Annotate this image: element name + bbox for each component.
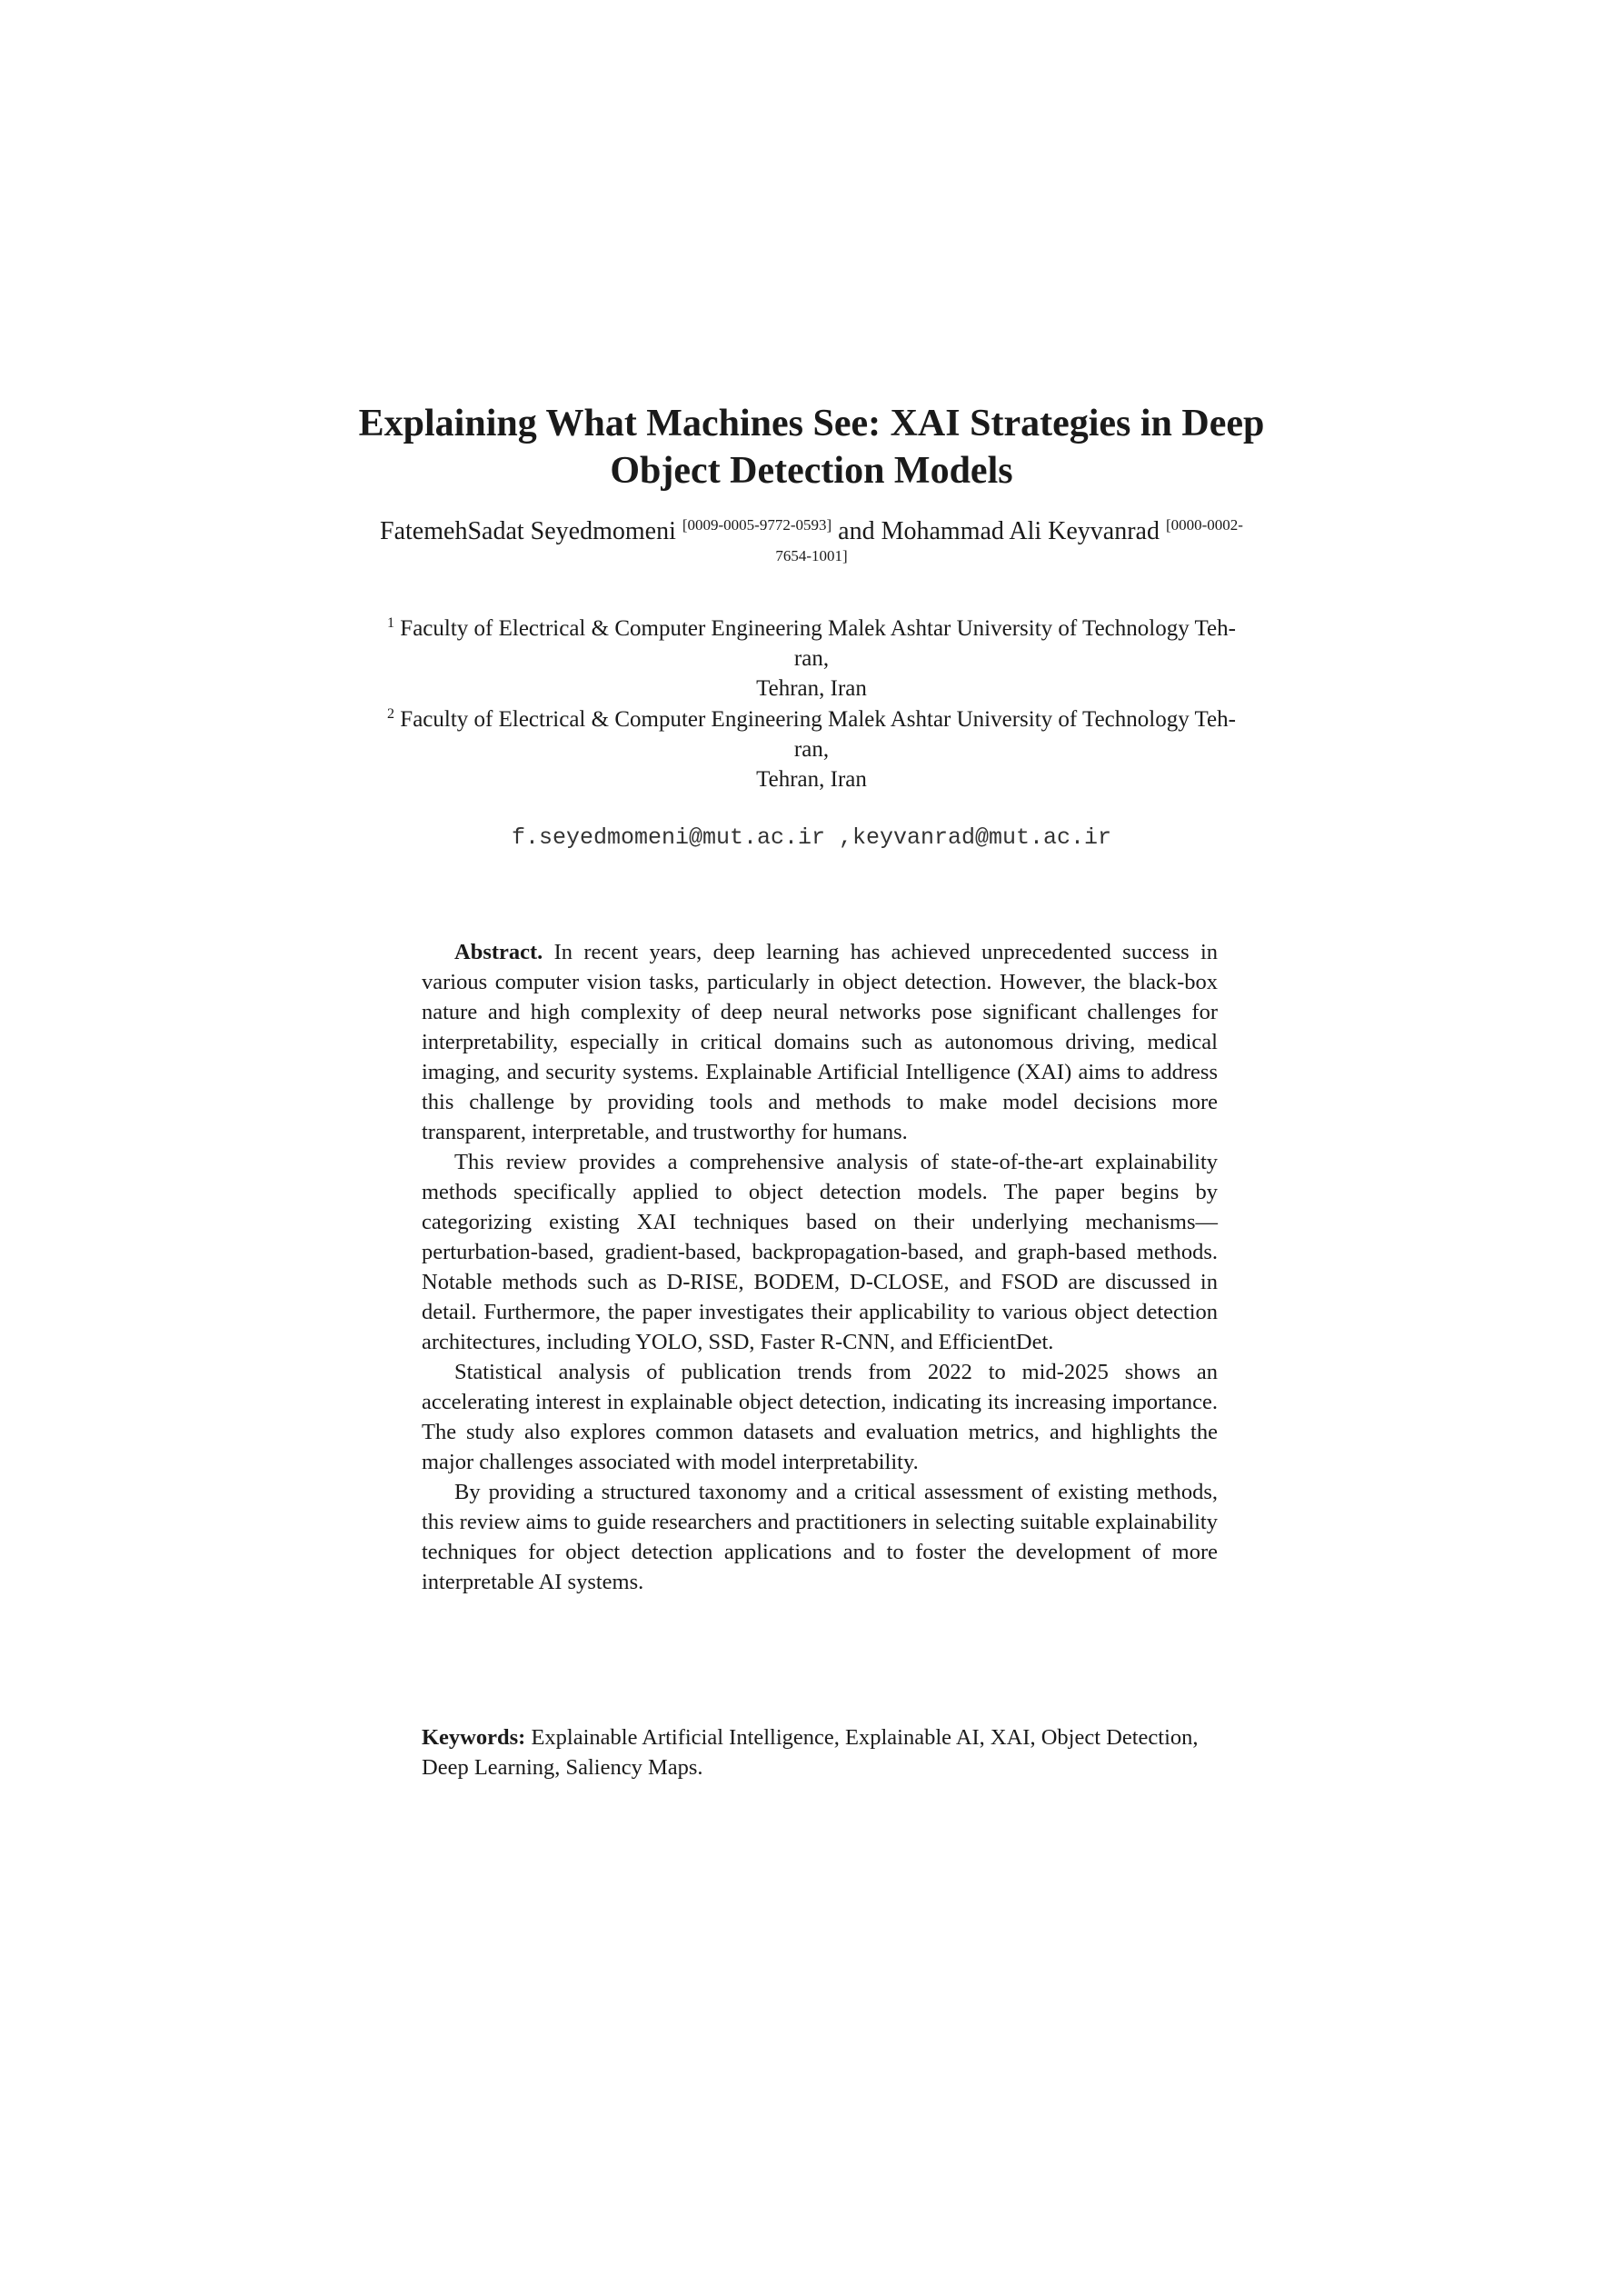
author-1-orcid: [0009-0005-9772-0593] [682,516,832,534]
affiliation-1-line-1: Faculty of Electrical & Computer Engineering Malek Ashtar University of Technology Teh- [400,616,1236,641]
keywords-text: Explainable Artificial Intelligence, Explainable AI, XAI, Object Detection, Deep Learning, Saliency Maps. [422,1725,1199,1780]
affiliation-2-line-1: Faculty of Electrical & Computer Engineering Malek Ashtar University of Technology Teh- [400,707,1236,732]
affiliation-2-line-2: ran, [793,737,830,762]
keywords-label: Keywords: [422,1725,526,1750]
abstract-paragraph-1 [422,937,1218,1147]
affiliation-2-marker: 2 [387,706,395,722]
affiliation-1-marker: 1 [387,615,395,631]
affiliation-2 [336,704,1287,794]
affiliation-2-line-3: Tehran, Iran [756,767,867,792]
affiliation-1-line-3: Tehran, Iran [756,676,867,701]
abstract [422,937,1218,1597]
title-line-2: Object Detection Models [610,450,1013,492]
author-list [327,516,1296,578]
author-emails: f.seyedmomeni@mut.ac.ir ,keyvanrad@mut.ac.ir [511,824,1112,851]
abstract-paragraph-2: This review provides a comprehensive analysis of state-of-the-art explainability methods specifically applied to object detection models. The paper begins by categorizing existing XAI techniques based on their underlying mechanisms—perturbation-based, gradient-based, backpropagation-based, and graph-based methods. Notable methods such as D-RISE, BODEM, D-CLOSE, and FSOD are discussed in detail. Furthermore, the paper investigates their applicability to various object detection architectures, including YOLO, SSD, Faster R-CNN, and EfficientDet. [422,1150,1218,1354]
abstract-paragraph-1-text: In recent years, deep learning has achieved unprecedented success in various computer vision tasks, particularly in object detection. However, the black-box nature and high complexity of deep neural networks pose significant challenges for interpretability, especially in critical domains such as autonomous driving, medical imaging, and security systems. Explainable Artificial Intelligence (XAI) aims to address this challenge by providing tools and methods to make model decisions more transparent, interpretable, and trustworthy for humans. [422,940,1219,1144]
title-line-1: Explaining What Machines See: XAI Strategies in Deep [358,403,1265,444]
abstract-label: Abstract. [454,940,543,964]
affiliation-1-line-2: ran, [793,646,830,671]
author-1-name: FatemehSadat Seyedmomeni [380,517,676,545]
keywords [422,1722,1218,1782]
author-2-name: Mohammad Ali Keyvanrad [881,517,1160,545]
paper-title [0,400,1623,494]
author-2-orcid-part-2: 7654-1001] [775,547,848,564]
abstract-paragraph-3: Statistical analysis of publication trends from 2022 to mid-2025 shows an accelerating interest in explainable object detection, indicating its increasing importance. The study also explores common datasets and evaluation metrics, and highlights the major challenges associated with model interpretability. [422,1360,1218,1474]
author-2-orcid-part-1: [0000-0002- [1165,516,1243,534]
affiliation-1 [336,614,1287,704]
abstract-paragraph-4: By providing a structured taxonomy and a critical assessment of existing methods, this review aims to guide researchers and practitioners in selecting suitable explainability techniques for object detection applications and to foster the development of more interpretable AI systems. [422,1480,1218,1594]
author-conjunction: and [838,517,875,545]
